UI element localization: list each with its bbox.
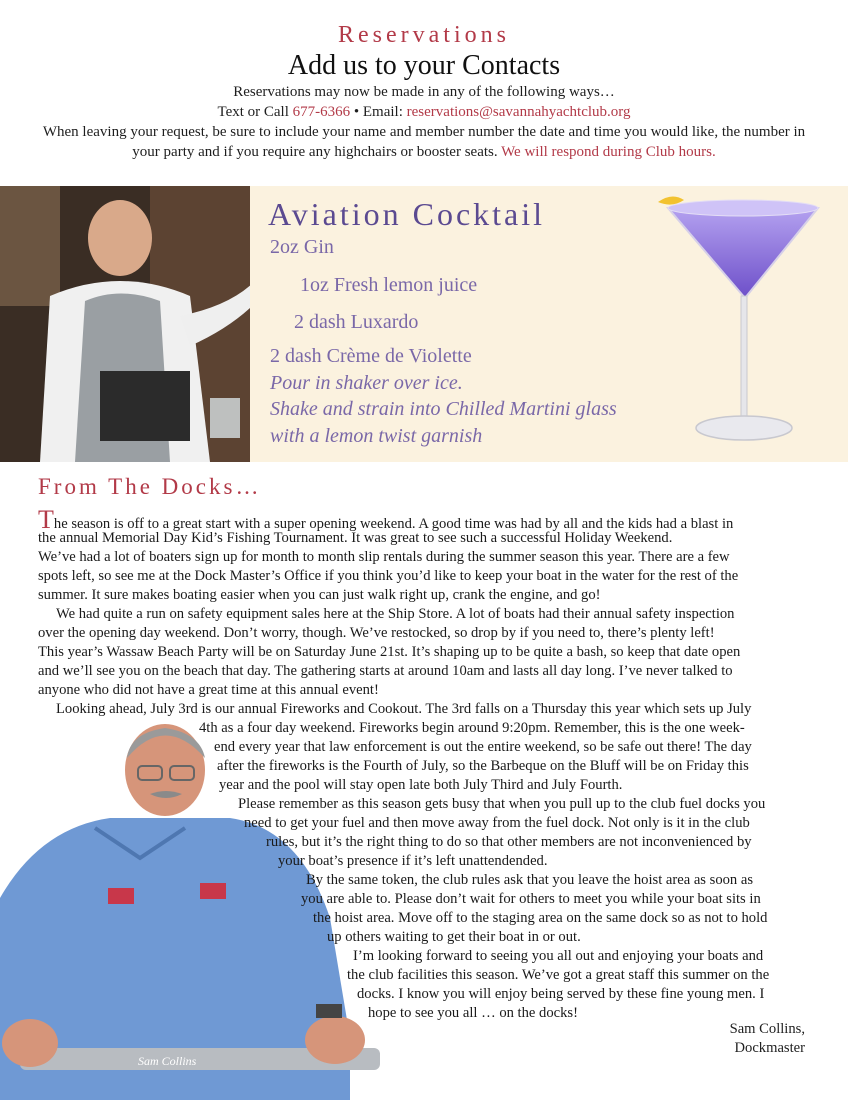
docks-line: the club facilities this season. We’ve got a great staff this summer on the [347,967,770,983]
docks-line: Please remember as this season gets busy that when you pull up to the club fuel docks you [238,796,766,812]
instruction-1: Pour in shaker over ice. [270,372,463,394]
docks-line: docks. I know you will enjoy being served by these fine young men. I [357,986,765,1002]
martini-glass-image [650,190,830,450]
phone-link[interactable]: 677-6366 [292,104,351,120]
instructions-text: When leaving your request, be sure to include your name and member number the date and time you would like, the number in your party and if you require any highchairs or booster seats. [42,124,806,160]
docks-line: hope to see you all … on the docks! [368,1005,578,1021]
signature-name: Sam Collins, [729,1021,805,1037]
docks-line: end every year that law enforcement is out the entire weekend, so be safe out there! The day [214,739,752,755]
ingredient-luxardo: 2 dash Luxardo [294,311,419,333]
docks-line: anyone who did not have a great time at this annual event! [38,682,379,698]
ingredient-gin: 2oz Gin [270,236,334,258]
reservations-heading: Reservations [338,22,510,48]
docks-line: your boat’s presence if it’s left unattendended. [278,853,548,869]
docks-line: you are able to. Please don’t wait for others to meet you while your boat sits in [301,891,761,907]
reservations-intro: Reservations may now be made in any of the following ways… [233,84,615,100]
docks-line-text: he season is off to a great start with a super opening weekend. A good time was had by all and the kids had a blast in [53,516,734,532]
instruction-3: with a lemon twist garnish [270,425,483,447]
docks-line: year and the pool will stay open late both July Third and July Fourth. [219,777,623,793]
docks-line: and we’ll see you on the beach that day. The gathering starts at around 10am and lasts all day long. I’ve never talked to [38,663,733,679]
bartender-illustration [0,186,250,462]
ingredient-lemon: 1oz Fresh lemon juice [300,274,478,296]
docks-line: summer. It sure makes boating easier when you can just walk right up, crank the engine, and go! [38,587,601,603]
docks-line: By the same token, the club rules ask that you leave the hoist area as soon as [306,872,754,888]
docks-line: spots left, so see me at the Dock Master’s Office if you think you’d like to keep your boat in the water for the rest of the [38,568,739,584]
drop-cap: T [38,505,54,534]
photo-caption: Sam Collins [138,1054,197,1068]
docks-line: rules, but it’s the right thing to do so that other members are not inconvenienced by [266,834,752,850]
bartender-photo [0,186,250,462]
contact-line [0,102,848,122]
docks-heading: From The Docks… [38,474,262,499]
instruction-2: Shake and strain into Chilled Martini glass [270,398,617,420]
email-label: • Email: [350,104,407,120]
docks-line: need to get your fuel and then move away from the fuel dock. Not only is it in the club [244,815,750,831]
signature-title: Dockmaster [734,1040,805,1056]
docks-line: I’m looking forward to seeing you all out and enjoying your boats and [353,948,764,964]
response-note: We will respond during Club hours. [501,144,716,160]
cocktail-title: Aviation Cocktail [268,196,546,232]
contacts-title: Add us to your Contacts [287,50,561,81]
email-link[interactable]: reservations@savannahyachtclub.org [406,104,631,120]
docks-line: 4th as a four day weekend. Fireworks begin around 9:20pm. Remember, this is the one week- [199,720,745,736]
docks-line: Looking ahead, July 3rd is our annual Fireworks and Cookout. The 3rd falls on a Thursday this year which sets up July [56,701,752,717]
docks-line: the annual Memorial Day Kid’s Fishing Tournament. It was great to see such a successful Holiday Weekend. [38,530,673,546]
reservations-instructions [40,122,808,162]
docks-line: up others waiting to get their boat in or out. [327,929,581,945]
docks-line: We’ve had a lot of boaters sign up for month to month slip rentals during the summer season this year. There are a few [38,549,730,565]
ingredient-violette: 2 dash Crème de Violette [270,345,472,367]
docks-line: This year’s Wassaw Beach Party will be on Saturday June 21st. It’s shaping up to be quite a bash, so keep that date open [38,644,741,660]
docks-line: after the fireworks is the Fourth of July, so the Barbeque on the Bluff will be on Friday this [217,758,749,774]
docks-line: We had quite a run on safety equipment sales here at the Ship Store. A lot of boats had their annual safety inspection [56,606,735,622]
docks-line: the hoist area. Move off to the staging area on the same dock so as not to hold [313,910,768,926]
text-call-label: Text or Call [217,104,293,120]
docks-line: over the opening day weekend. Don’t worry, though. We’ve restocked, so drop by if you need to, there’s plenty left! [38,625,715,641]
